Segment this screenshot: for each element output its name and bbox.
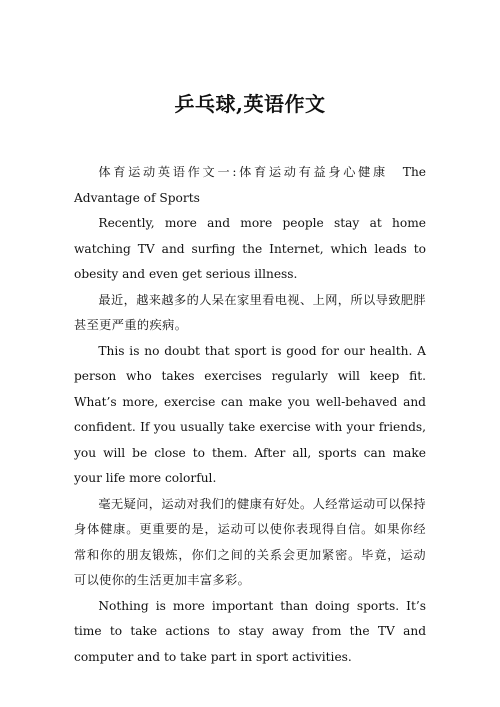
document-title: 乒乓球,英语作文	[174, 92, 326, 116]
paragraph-english-intro: Recently, more and more people stay at home watching TV and surfing the Internet, which leads to obesity and even get serious illness.	[74, 216, 426, 281]
paragraph-chinese-benefits: 毫无疑问，运动对我们的健康有好处。人经常运动可以保持身体健康。更重要的是，运动可以使你表现得自信。如果你经常和你的朋友锻炼，你们之间的关系会更加紧密。毕竟，运动可以使你的生活更加丰富多彩。	[74, 496, 426, 587]
paragraph-heading: 体育运动英语作文一:体育运动有益身心健康 The Advantage of Sports	[74, 165, 426, 205]
paragraph-chinese-intro: 最近，越来越多的人呆在家里看电视、上网，所以导致肥胖甚至更严重的疾病。	[74, 292, 426, 332]
paragraph-english-conclusion: Nothing is more important than doing sports. It’s time to take actions to stay away from the TV and computer and to take part in sport activities.	[74, 598, 426, 664]
document-body	[74, 160, 426, 670]
paragraph-english-benefits: This is no doubt that sport is good for our health. A person who takes exercises regularly will keep fit. What’s more, exercise can make you well-behaved and confident. If you usually take exercise with your friends, you will be close to them. After all, sports can make your life more colorful.	[74, 343, 426, 485]
